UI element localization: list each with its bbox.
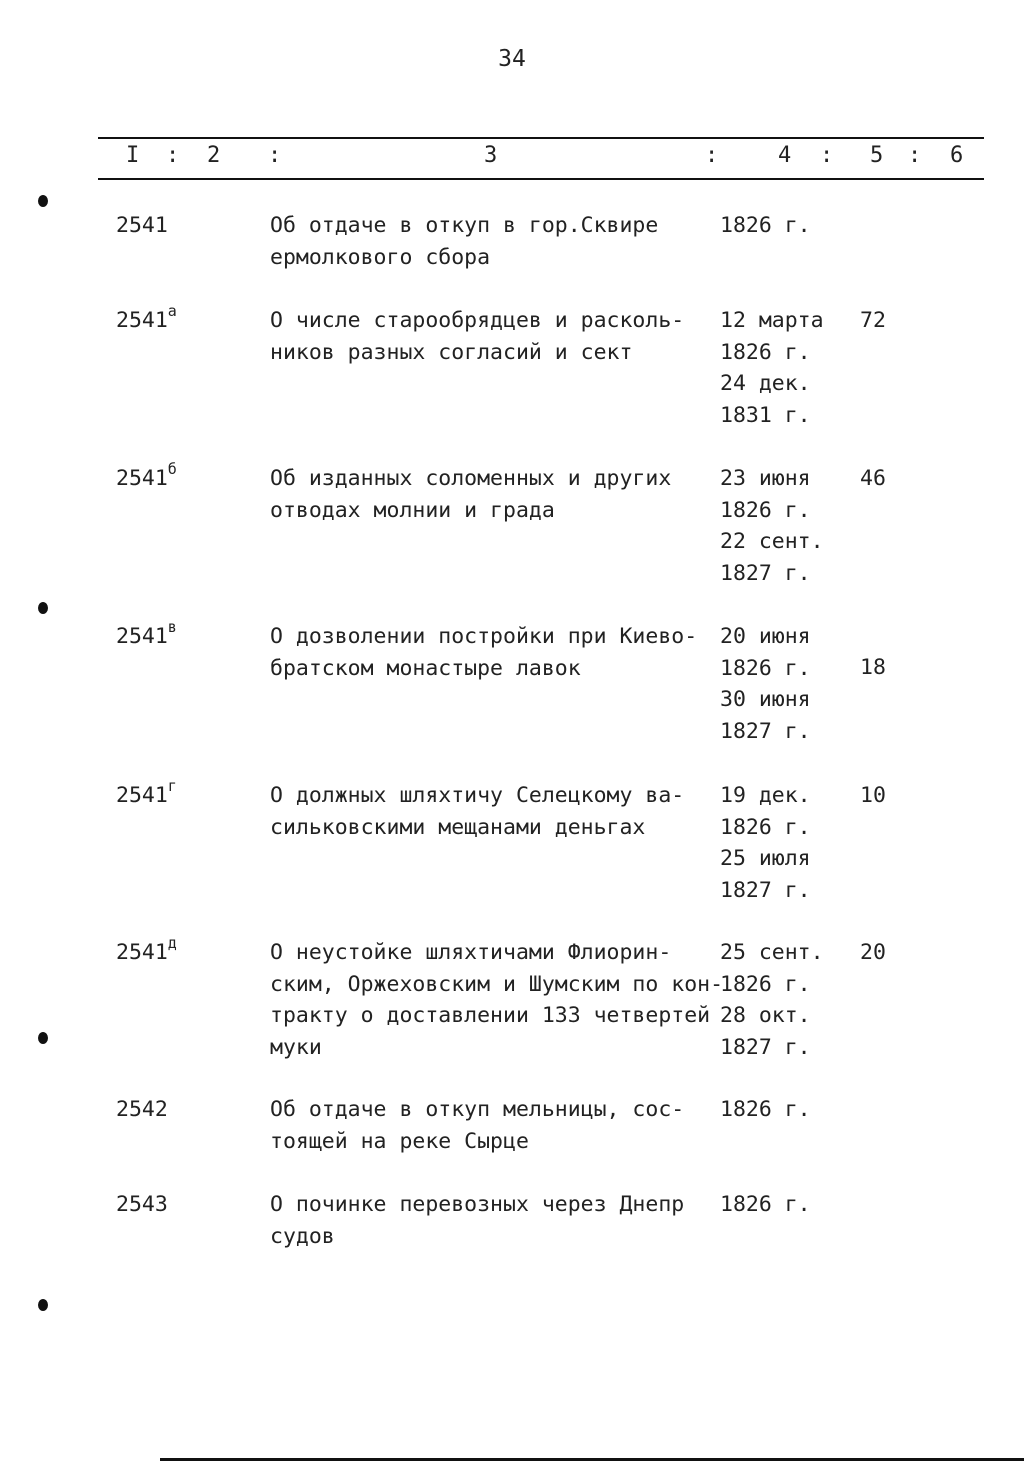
case-dates: 20 июня 1826 г. 30 июня 1827 г. bbox=[720, 624, 811, 744]
case-title: О должных шляхтичу Селецкому ва- сильковскими мещанами деньгах bbox=[270, 783, 685, 840]
case-title: Об изданных соломенных и других отводах молнии и града bbox=[270, 466, 672, 523]
binding-hole-mark bbox=[38, 195, 48, 207]
case-dates: 1826 г. bbox=[720, 213, 811, 238]
header-col-2: 2 bbox=[207, 143, 221, 168]
header-col-5: 5 bbox=[870, 143, 884, 168]
case-number: 2542 bbox=[116, 1097, 168, 1122]
case-title: О числе старообрядцев и расколь- ников разных согласий и сект bbox=[270, 308, 685, 365]
sheet-count: 46 bbox=[860, 466, 886, 491]
header-separator: : bbox=[908, 143, 922, 168]
header-col-4: 4 bbox=[778, 143, 792, 168]
case-title: О дозволении постройки при Киево- братском монастыре лавок bbox=[270, 624, 698, 681]
header-top-rule bbox=[98, 137, 984, 139]
header-separator: : bbox=[705, 143, 719, 168]
case-number: $2541^д$ bbox=[116, 933, 177, 965]
header-bottom-rule bbox=[98, 178, 984, 180]
case-dates: 25 сент. 1826 г. 28 окт. 1827 г. bbox=[720, 940, 824, 1060]
case-title: О починке перевозных через Днепр судов bbox=[270, 1192, 685, 1249]
binding-hole-mark bbox=[38, 1032, 48, 1044]
case-title: Об отдаче в откуп мельницы, сос- тоящей на реке Сырце bbox=[270, 1097, 685, 1154]
header-col-3: 3 bbox=[484, 143, 498, 168]
case-number: $2541^г$ bbox=[116, 776, 177, 808]
sheet-count: 72 bbox=[860, 308, 886, 333]
header-col-1: I bbox=[126, 143, 140, 168]
case-number: 2543 bbox=[116, 1192, 168, 1217]
case-number: $2541^а$ bbox=[116, 301, 177, 333]
header-separator: : bbox=[166, 143, 180, 168]
case-dates: 1826 г. bbox=[720, 1097, 811, 1122]
page-number: 34 bbox=[498, 46, 526, 72]
case-dates: 19 дек. 1826 г. 25 июля 1827 г. bbox=[720, 783, 811, 903]
case-dates: 23 июня 1826 г. 22 сент. 1827 г. bbox=[720, 466, 824, 586]
case-number: 2541 bbox=[116, 213, 168, 238]
header-separator: : bbox=[268, 143, 282, 168]
sheet-count: 18 bbox=[860, 655, 886, 680]
sheet-count: 20 bbox=[860, 940, 886, 965]
case-dates: 12 марта 1826 г. 24 дек. 1831 г. bbox=[720, 308, 824, 428]
page-bottom-edge bbox=[160, 1458, 1024, 1461]
case-number: $2541^б$ bbox=[116, 459, 177, 491]
binding-hole-mark bbox=[38, 1299, 48, 1311]
header-col-6: 6 bbox=[950, 143, 964, 168]
binding-hole-mark bbox=[38, 602, 48, 614]
header-separator: : bbox=[820, 143, 834, 168]
sheet-count: 10 bbox=[860, 783, 886, 808]
case-title: Об отдаче в откуп в гор.Сквире ермолкового сбора bbox=[270, 213, 659, 270]
case-dates: 1826 г. bbox=[720, 1192, 811, 1217]
case-number: $2541^в$ bbox=[116, 617, 177, 649]
case-title: О неустойке шляхтичами Флиорин- ским, Оржеховским и Шумским по кон- тракту о доставлении 133 четвертей муки bbox=[270, 940, 724, 1060]
